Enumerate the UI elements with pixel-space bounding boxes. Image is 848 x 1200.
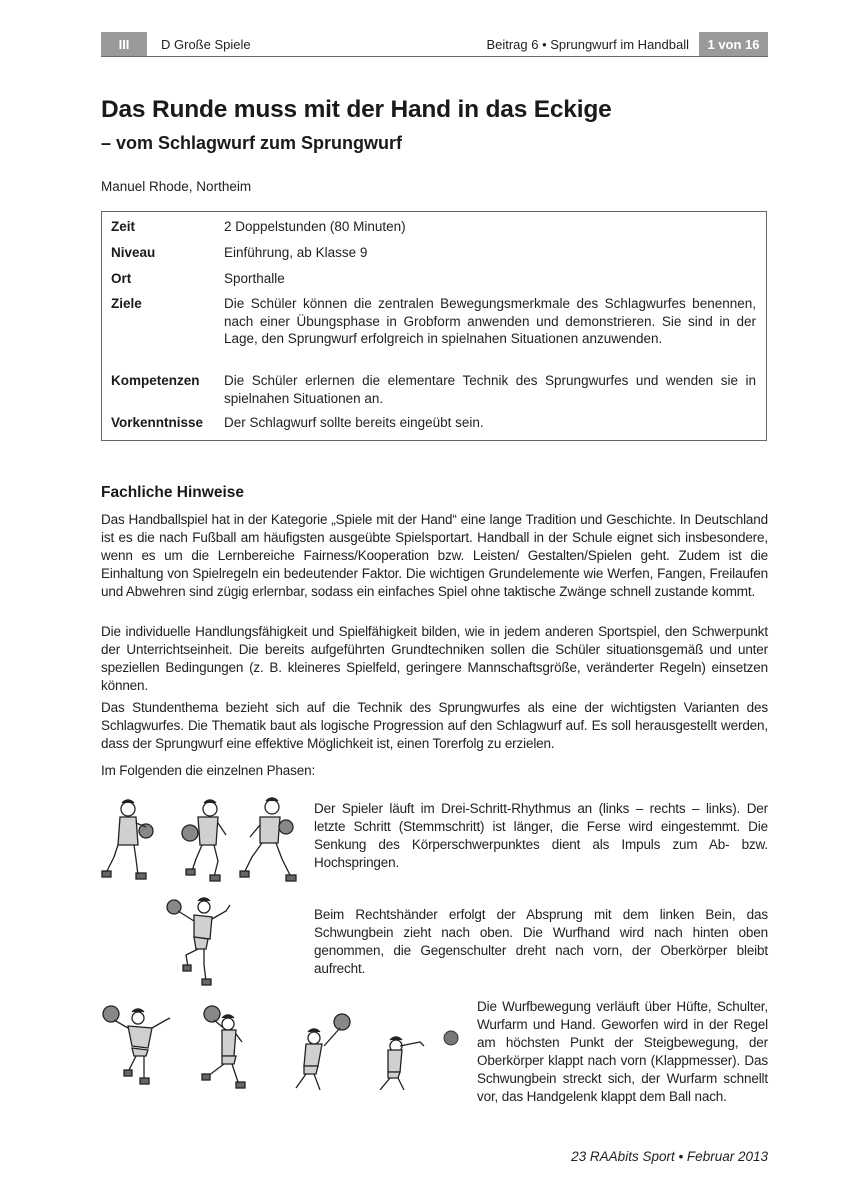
- player-figure: [182, 800, 226, 881]
- page-header: [101, 32, 768, 57]
- info-label: Ort: [111, 271, 132, 286]
- info-value: 2 Doppelstunden (80 Minuten): [224, 219, 406, 234]
- section-label: D Große Spiele: [161, 36, 251, 52]
- player-figure: [202, 1006, 245, 1088]
- player-figure: [296, 1014, 350, 1090]
- page-indicator: 1 von 16: [699, 32, 768, 56]
- info-row-vorkenntnisse: [111, 414, 756, 432]
- player-figure: [240, 798, 296, 881]
- info-label: Vorkenntnisse: [111, 415, 204, 430]
- info-row-ziele: [111, 295, 756, 348]
- article-label: Beitrag 6 • Sprungwurf im Handball: [486, 36, 689, 52]
- info-row-ort: [111, 270, 756, 288]
- phase-3-text: Die Wurfbewegung verläuft über Hüfte, Schulter, Wurfarm und Hand. Geworfen wird in der Regel am höchsten Punkt der Steigbewegung, der Oberkörper klappt nach vorn (Klappmesser). Das Schwungbein streckt sich, der Wurfarm schnellt vor, das Handgelenk klappt dem Ball nach.: [477, 999, 768, 1104]
- info-row-kompetenzen: [111, 372, 756, 407]
- page-title: Das Runde muss mit der Hand in das Eckige: [101, 96, 612, 123]
- page-subtitle: – vom Schlagwurf zum Sprungwurf: [101, 133, 403, 153]
- player-figure: [102, 800, 153, 879]
- info-label: Kompetenzen: [111, 373, 200, 388]
- info-row-zeit: [111, 218, 756, 236]
- paragraph: Das Handballspiel hat in der Kategorie „Spiele mit der Hand“ eine lange Tradition und Geschichte. In Deutschland ist es die nach Fußball am häufigsten ausgeübte Spielsportart. Handball in der Schule eignet sich insbesondere, wenn es um die Lernbereiche Fairness/Kooperation bzw. Leisten/ Gestalten/Spielen geht. Zudem ist die Einhaltung von Spielregeln ein bedeutender Faktor. Die wichtigen Grundelemente wie Werfen, Fangen, Freilaufen und Abwehren sind zügig erlernbar, sodass ein einfaches Spiel ohne taktische Zwänge schnell zustande kommt.: [101, 512, 768, 599]
- info-label: Zeit: [111, 219, 136, 234]
- ball-icon: [444, 1031, 458, 1045]
- phase-1-text: Der Spieler läuft im Drei-Schritt-Rhythmus an (links – rechts – links). Der letzte Schritt (Stemmschritt) ist länger, die Ferse wird eingestemmt. Die Senkung des Körperschwerpunktes dient als Impuls zum Ab- bzw. Hochspringen.: [314, 801, 768, 870]
- player-figure: [167, 898, 230, 985]
- info-value: Die Schüler erlernen die elementare Technik des Sprungwurfes und wenden sie in spielnahen Situationen an.: [224, 373, 756, 406]
- phase-2-text: Beim Rechtshänder erfolgt der Absprung mit dem linken Bein, das Schwungbein zieht nach oben. Die Wurfhand wird nach hinten oben genommen, die Gegenschulter dreht nach vorn, der Oberkörper bleibt aufrecht.: [314, 907, 768, 976]
- throw-sequence-illustration: [100, 998, 470, 1090]
- player-figure: [103, 1006, 170, 1084]
- page-footer: 23 RAAbits Sport • Februar 2013: [571, 1149, 768, 1164]
- info-value: Einführung, ab Klasse 9: [224, 245, 368, 260]
- header-spacer: [251, 32, 487, 56]
- paragraph: Im Folgenden die einzelnen Phasen:: [101, 763, 316, 778]
- chapter-badge: III: [101, 32, 147, 56]
- info-row-niveau: [111, 244, 756, 262]
- run-up-three-step-illustration: [100, 795, 300, 885]
- info-label: Niveau: [111, 245, 156, 260]
- takeoff-illustration: [160, 893, 240, 988]
- paragraph: Die individuelle Handlungsfähigkeit und Spielfähigkeit bilden, wie in jedem anderen Sportspiel, den Schwerpunkt der Unterrichtseinheit. Die bereits aufgeführten Grundtechniken sollen die Schüler situationsgemäß und unter speziellen Bedingungen (z. B. kleineres Spielfeld, geringere Mannschaftsgröße, veränderter Regeln) einsetzen können.: [101, 624, 768, 693]
- info-label: Ziele: [111, 296, 142, 311]
- player-figure: [380, 1037, 424, 1090]
- info-value: Sporthalle: [224, 271, 285, 286]
- section-heading: Fachliche Hinweise: [101, 484, 244, 501]
- info-value: Die Schüler können die zentralen Bewegungsmerkmale des Schlagwurfes benennen, nach einer Übungsphase in Grobform anwenden und demonstrieren. Sie sind in der Lage, den Sprungwurf erfolgreich in spielnahen Situationen anzuwenden.: [224, 296, 756, 346]
- author: Manuel Rhode, Northeim: [101, 179, 252, 194]
- info-value: Der Schlagwurf sollte bereits eingeübt sein.: [224, 415, 484, 430]
- paragraph: Das Stundenthema bezieht sich auf die Technik des Sprungwurfes als eine der wichtigsten Varianten des Schlagwurfes. Die Thematik baut als logische Progression auf den Schlagwurf auf. Es soll herausgestellt werden, dass der Sprungwurf eine effektive Möglichkeit ist, einen Torerfolg zu erzielen.: [101, 700, 768, 751]
- lesson-info-table: [101, 211, 767, 441]
